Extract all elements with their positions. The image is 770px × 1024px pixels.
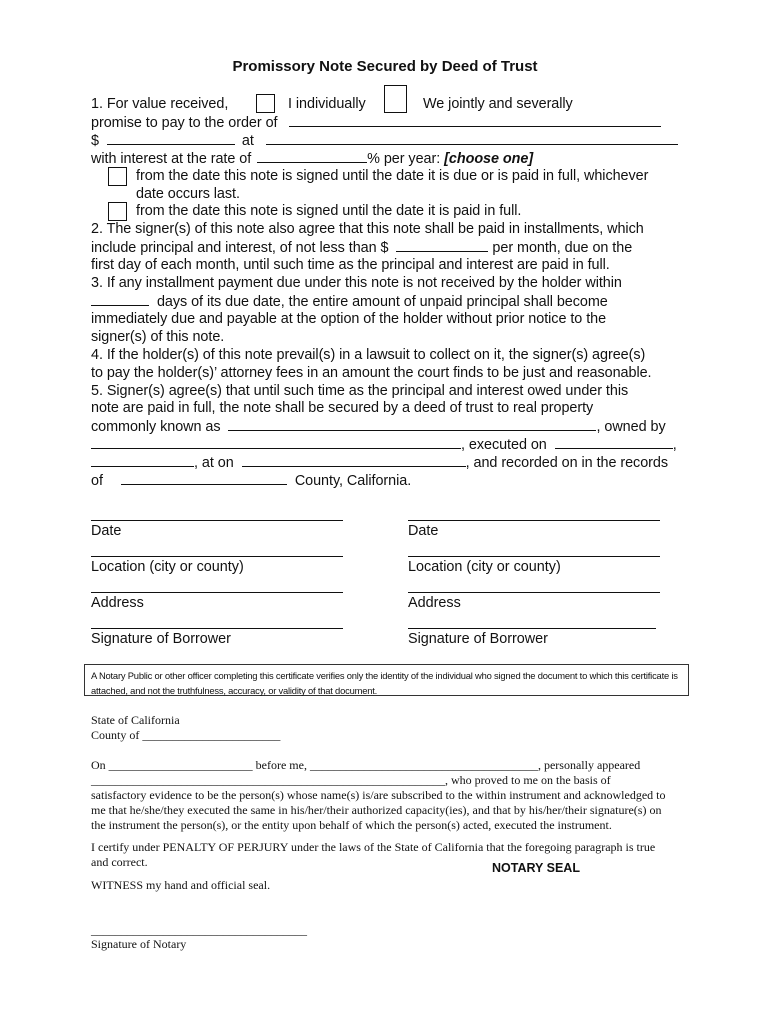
grace-days-field[interactable] [91, 292, 149, 306]
notary-state: State of California [91, 713, 180, 727]
document-title: Promissory Note Secured by Deed of Trust [232, 58, 538, 75]
notary-instrument-line: the instrument the person(s), or the entity upon behalf of which the person(s) acted, executed the instrument. [91, 818, 612, 832]
borrower-2-signature-line[interactable] [408, 628, 656, 629]
paragraph-5-line-1: 5. Signer(s) agree(s) that until such time as the principal and interest owed under this [91, 383, 629, 399]
notary-seal-label: NOTARY SEAL [492, 861, 580, 875]
borrower-1-address-label: Address [91, 595, 144, 611]
borrower-1-date-line[interactable] [91, 520, 343, 521]
notary-witness: WITNESS my hand and official seal. [91, 878, 271, 892]
interest-option-a-line-1: from the date this note is signed until the date it is due or is paid in full, whichever [136, 168, 649, 184]
notary-certify-line-1: I certify under PENALTY OF PERJURY under the laws of the State of California that the foregoing paragraph is true [91, 840, 656, 854]
paragraph-3-line-1: 3. If any installment payment due under this note is not received by the holder within [91, 275, 622, 291]
deed-executed-date-field[interactable] [555, 435, 673, 449]
interest-rate-field[interactable] [257, 149, 367, 163]
deed-date-field[interactable] [91, 453, 194, 467]
notary-county: County of _______________________ [91, 728, 281, 742]
paragraph-5-line-5: , at on , and recorded on in the records [91, 453, 668, 472]
interest-option-a-checkbox[interactable] [108, 167, 127, 186]
paragraph-5-line-2: note are paid in full, the note shall be secured by a deed of trust to real property [91, 400, 594, 416]
notary-signature-label: Signature of Notary [91, 937, 187, 951]
notary-certify-line-2: and correct. [91, 855, 148, 869]
notary-notice-box: A Notary Public or other officer completing this certificate verifies only the identity of the individual who signed the document to which this certificate is attached, and not the truthfulness, accuracy, or validity of that document. [84, 664, 689, 696]
borrower-1-date-label: Date [91, 523, 122, 539]
notary-executed-line: me that he/she/they executed the same in his/her/their authorized capacity(ies), and that by his/her/their signature(s) on [91, 803, 662, 817]
borrower-1-signature-line[interactable] [91, 628, 343, 629]
interest-rate-line: with interest at the rate of % per year: [choose one] [91, 151, 534, 167]
individually-checkbox[interactable] [256, 94, 275, 113]
paragraph-1-line-2: promise to pay to the order of [91, 113, 661, 132]
paragraph-5-line-3: commonly known as , owned by [91, 419, 666, 435]
recording-county-field[interactable] [121, 471, 287, 485]
borrower-2-signature-label: Signature of Borrower [408, 631, 548, 647]
borrower-2-location-line[interactable] [408, 556, 660, 557]
interest-option-b-line: from the date this note is signed until the date it is paid in full. [136, 203, 522, 219]
recording-date-field[interactable] [242, 453, 466, 467]
borrower-1-location-line[interactable] [91, 556, 343, 557]
paragraph-4-line-1: 4. If the holder(s) of this note prevail(s) in a lawsuit to collect on it, the signer(s) agree(s) [91, 347, 646, 363]
payment-location-field[interactable] [266, 131, 678, 145]
paragraph-5-line-4: , executed on , [91, 435, 677, 454]
notary-on-line: On ________________________ before me, ______________________________________, personally appeared [91, 758, 641, 772]
borrower-2-date-line[interactable] [408, 520, 660, 521]
property-address-field[interactable] [228, 417, 596, 431]
paragraph-2-line-1: 2. The signer(s) of this note also agree that this note shall be paid in installments, which [91, 221, 644, 237]
paragraph-3-line-2: days of its due date, the entire amount of unpaid principal shall become [91, 292, 608, 311]
borrower-2-location-label: Location (city or county) [408, 559, 561, 575]
borrower-2-address-line[interactable] [408, 592, 660, 593]
paragraph-5-line-6: of County, California. [91, 473, 412, 489]
borrower-2-date-label: Date [408, 523, 439, 539]
borrower-2-address-label: Address [408, 595, 461, 611]
notary-evidence-line: satisfactory evidence to be the person(s) whose name(s) is/are subscribed to the within instrument and acknowledged to [91, 788, 666, 802]
notary-proved-line: ___________________________________________________________, who proved to me on the basis of [91, 773, 611, 787]
borrower-1-signature-label: Signature of Borrower [91, 631, 231, 647]
paragraph-2-line-3: first day of each month, until such time as the principal and interest are paid in full. [91, 257, 610, 273]
paragraph-1-line-3: $ at [91, 131, 678, 150]
interest-option-b-checkbox[interactable] [108, 202, 127, 221]
paragraph-3-line-3: immediately due and payable at the option of the holder without prior notice to the [91, 311, 607, 327]
installment-amount-field[interactable] [396, 238, 488, 252]
paragraph-1-line-1: 1. For value received, I individually We jointly and severally [91, 96, 573, 112]
choose-one-label: [choose one] [444, 151, 534, 167]
interest-option-a-line-2: date occurs last. [136, 186, 240, 202]
paragraph-2-line-2: include principal and interest, of not less than $ per month, due on the [91, 240, 633, 256]
borrower-1-location-label: Location (city or county) [91, 559, 244, 575]
paragraph-4-line-2: to pay the holder(s)’ attorney fees in an amount the court finds to be just and reasonable. [91, 365, 652, 381]
payee-field[interactable] [289, 113, 661, 127]
property-owner-field[interactable] [91, 435, 461, 449]
notary-signature-line[interactable]: ____________________________________ [91, 923, 307, 937]
option-jointly-label: We jointly and severally [423, 96, 573, 112]
paragraph-3-line-4: signer(s) of this note. [91, 329, 225, 345]
borrower-1-address-line[interactable] [91, 592, 343, 593]
principal-amount-field[interactable] [107, 131, 235, 145]
jointly-checkbox[interactable] [384, 85, 407, 113]
option-individually-label: I individually [288, 96, 366, 112]
